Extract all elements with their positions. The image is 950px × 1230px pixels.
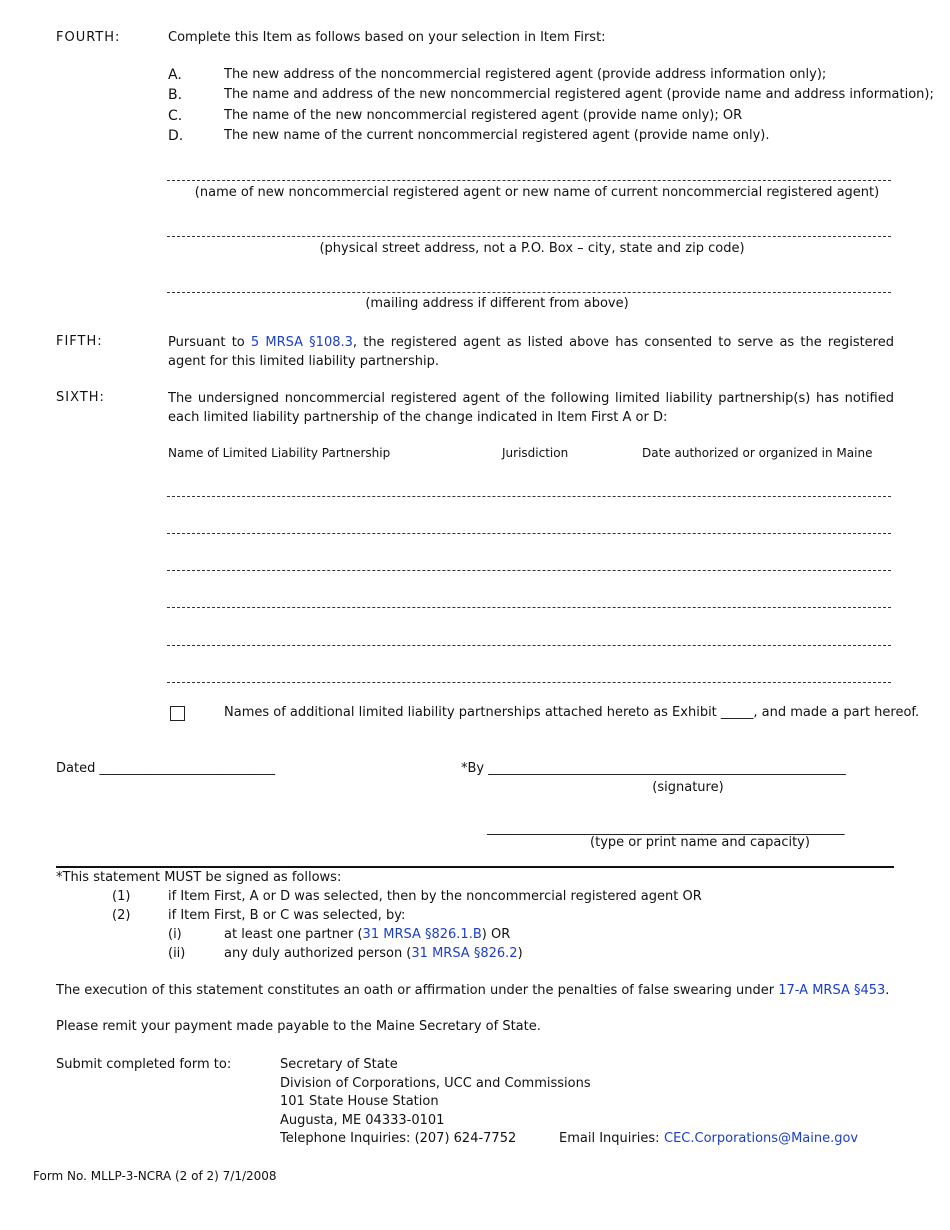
email-link[interactable]: CEC.Corporations@Maine.gov — [664, 1131, 859, 1146]
partnership-row-2[interactable] — [167, 533, 891, 534]
fifth-text-after: , the registered agent as listed above has consented to serve as the registered agent for this limited liability partnership. — [168, 335, 894, 369]
oath-before: The execution of this statement constitutes an oath or affirmation under the penalties of false swearing under — [56, 983, 779, 998]
fourth-intro: Complete this Item as follows based on your selection in Item First: — [168, 30, 606, 45]
section-divider — [56, 866, 894, 868]
signing-sub-2-num: (ii) — [168, 946, 186, 961]
address-line-1: Secretary of State — [280, 1057, 398, 1072]
signing-sub-1-text — [224, 927, 510, 942]
option-c-letter: C. — [168, 108, 183, 124]
col-header-name: Name of Limited Liability Partnership — [168, 446, 391, 460]
statute-link-31-826-2[interactable]: 31 MRSA §826.2 — [411, 946, 518, 961]
partnership-row-3[interactable] — [167, 570, 891, 571]
fifth-text — [168, 333, 894, 371]
print-name-field[interactable]: _______________________________________________________ — [487, 821, 845, 836]
statute-link-17a-453[interactable]: 17-A MRSA §453 — [778, 983, 886, 998]
payment-note: Please remit your payment made payable to the Maine Secretary of State. — [56, 1019, 541, 1034]
signing-sub-1-num: (i) — [168, 927, 182, 942]
sixth-label: SIXTH: — [56, 390, 105, 405]
option-a-text: The new address of the noncommercial registered agent (provide address information only); — [224, 67, 827, 82]
signature-caption: (signature) — [652, 780, 724, 795]
address-line-2: Division of Corporations, UCC and Commissions — [280, 1076, 591, 1091]
signing-sub-2-text — [224, 946, 523, 961]
form-number-footer: Form No. MLLP-3-NCRA (2 of 2) 7/1/2008 — [33, 1169, 277, 1183]
sub1-before: at least one partner ( — [224, 927, 363, 942]
partnership-row-4[interactable] — [167, 607, 891, 608]
partnership-row-5[interactable] — [167, 645, 891, 646]
exhibit-text: Names of additional limited liability partnerships attached hereto as Exhibit _____, and made a part hereof. — [224, 705, 920, 720]
signing-item-1-num: (1) — [112, 889, 131, 904]
exhibit-checkbox[interactable] — [170, 706, 185, 721]
agent-name-field[interactable] — [167, 180, 891, 181]
option-a-letter: A. — [168, 67, 182, 83]
option-b-text: The name and address of the new noncommercial registered agent (provide name and address information); — [224, 87, 934, 102]
mailing-address-caption: (mailing address if different from above) — [365, 296, 629, 311]
oath-statement — [56, 983, 889, 998]
signing-item-2-text: if Item First, B or C was selected, by: — [168, 908, 406, 923]
mailing-address-field[interactable] — [167, 292, 891, 293]
col-header-jurisdiction: Jurisdiction — [502, 446, 569, 460]
print-name-caption: (type or print name and capacity) — [590, 835, 810, 850]
statute-link-31-826-1-b[interactable]: 31 MRSA §826.1.B — [362, 927, 482, 942]
option-b-letter: B. — [168, 87, 183, 103]
oath-after: . — [885, 983, 890, 998]
agent-name-caption: (name of new noncommercial registered agent or new name of current noncommercial registered agent) — [194, 185, 880, 200]
physical-address-field[interactable] — [167, 236, 891, 237]
by-signature-field[interactable]: *By _______________________________________________________ — [461, 761, 846, 776]
address-line-4: Augusta, ME 04333-0101 — [280, 1113, 445, 1128]
partnership-row-1[interactable] — [167, 496, 891, 497]
phone-inquiries: Telephone Inquiries: (207) 624-7752 — [280, 1131, 517, 1146]
sixth-text: The undersigned noncommercial registered agent of the following limited liability partnership(s) has notified each limited liability partnership of the change indicated in Item First A or D: — [168, 391, 894, 425]
partnership-row-6[interactable] — [167, 682, 891, 683]
fifth-text-before: Pursuant to — [168, 335, 251, 350]
signing-item-1-text: if Item First, A or D was selected, then by the noncommercial registered agent OR — [168, 889, 702, 904]
sub2-before: any duly authorized person ( — [224, 946, 412, 961]
sub1-after: ) OR — [481, 927, 511, 942]
signing-heading: *This statement MUST be signed as follows: — [56, 870, 342, 885]
email-label: Email Inquiries: — [559, 1131, 660, 1146]
submit-label: Submit completed form to: — [56, 1057, 232, 1072]
sub2-after: ) — [517, 946, 523, 961]
option-c-text: The name of the new noncommercial registered agent (provide name only); OR — [224, 108, 743, 123]
address-line-3: 101 State House Station — [280, 1094, 439, 1109]
fourth-label: FOURTH: — [56, 30, 121, 45]
option-d-letter: D. — [168, 128, 184, 144]
physical-address-caption: (physical street address, not a P.O. Box – city, state and zip code) — [319, 241, 745, 256]
dated-field[interactable]: Dated ___________________________ — [56, 761, 275, 776]
col-header-date: Date authorized or organized in Maine — [642, 446, 873, 460]
option-d-text: The new name of the current noncommercial registered agent (provide name only). — [224, 128, 770, 143]
signing-item-2-num: (2) — [112, 908, 131, 923]
statute-link-5-108-3[interactable]: 5 MRSA §108.3 — [250, 335, 353, 350]
fifth-label: FIFTH: — [56, 334, 103, 349]
